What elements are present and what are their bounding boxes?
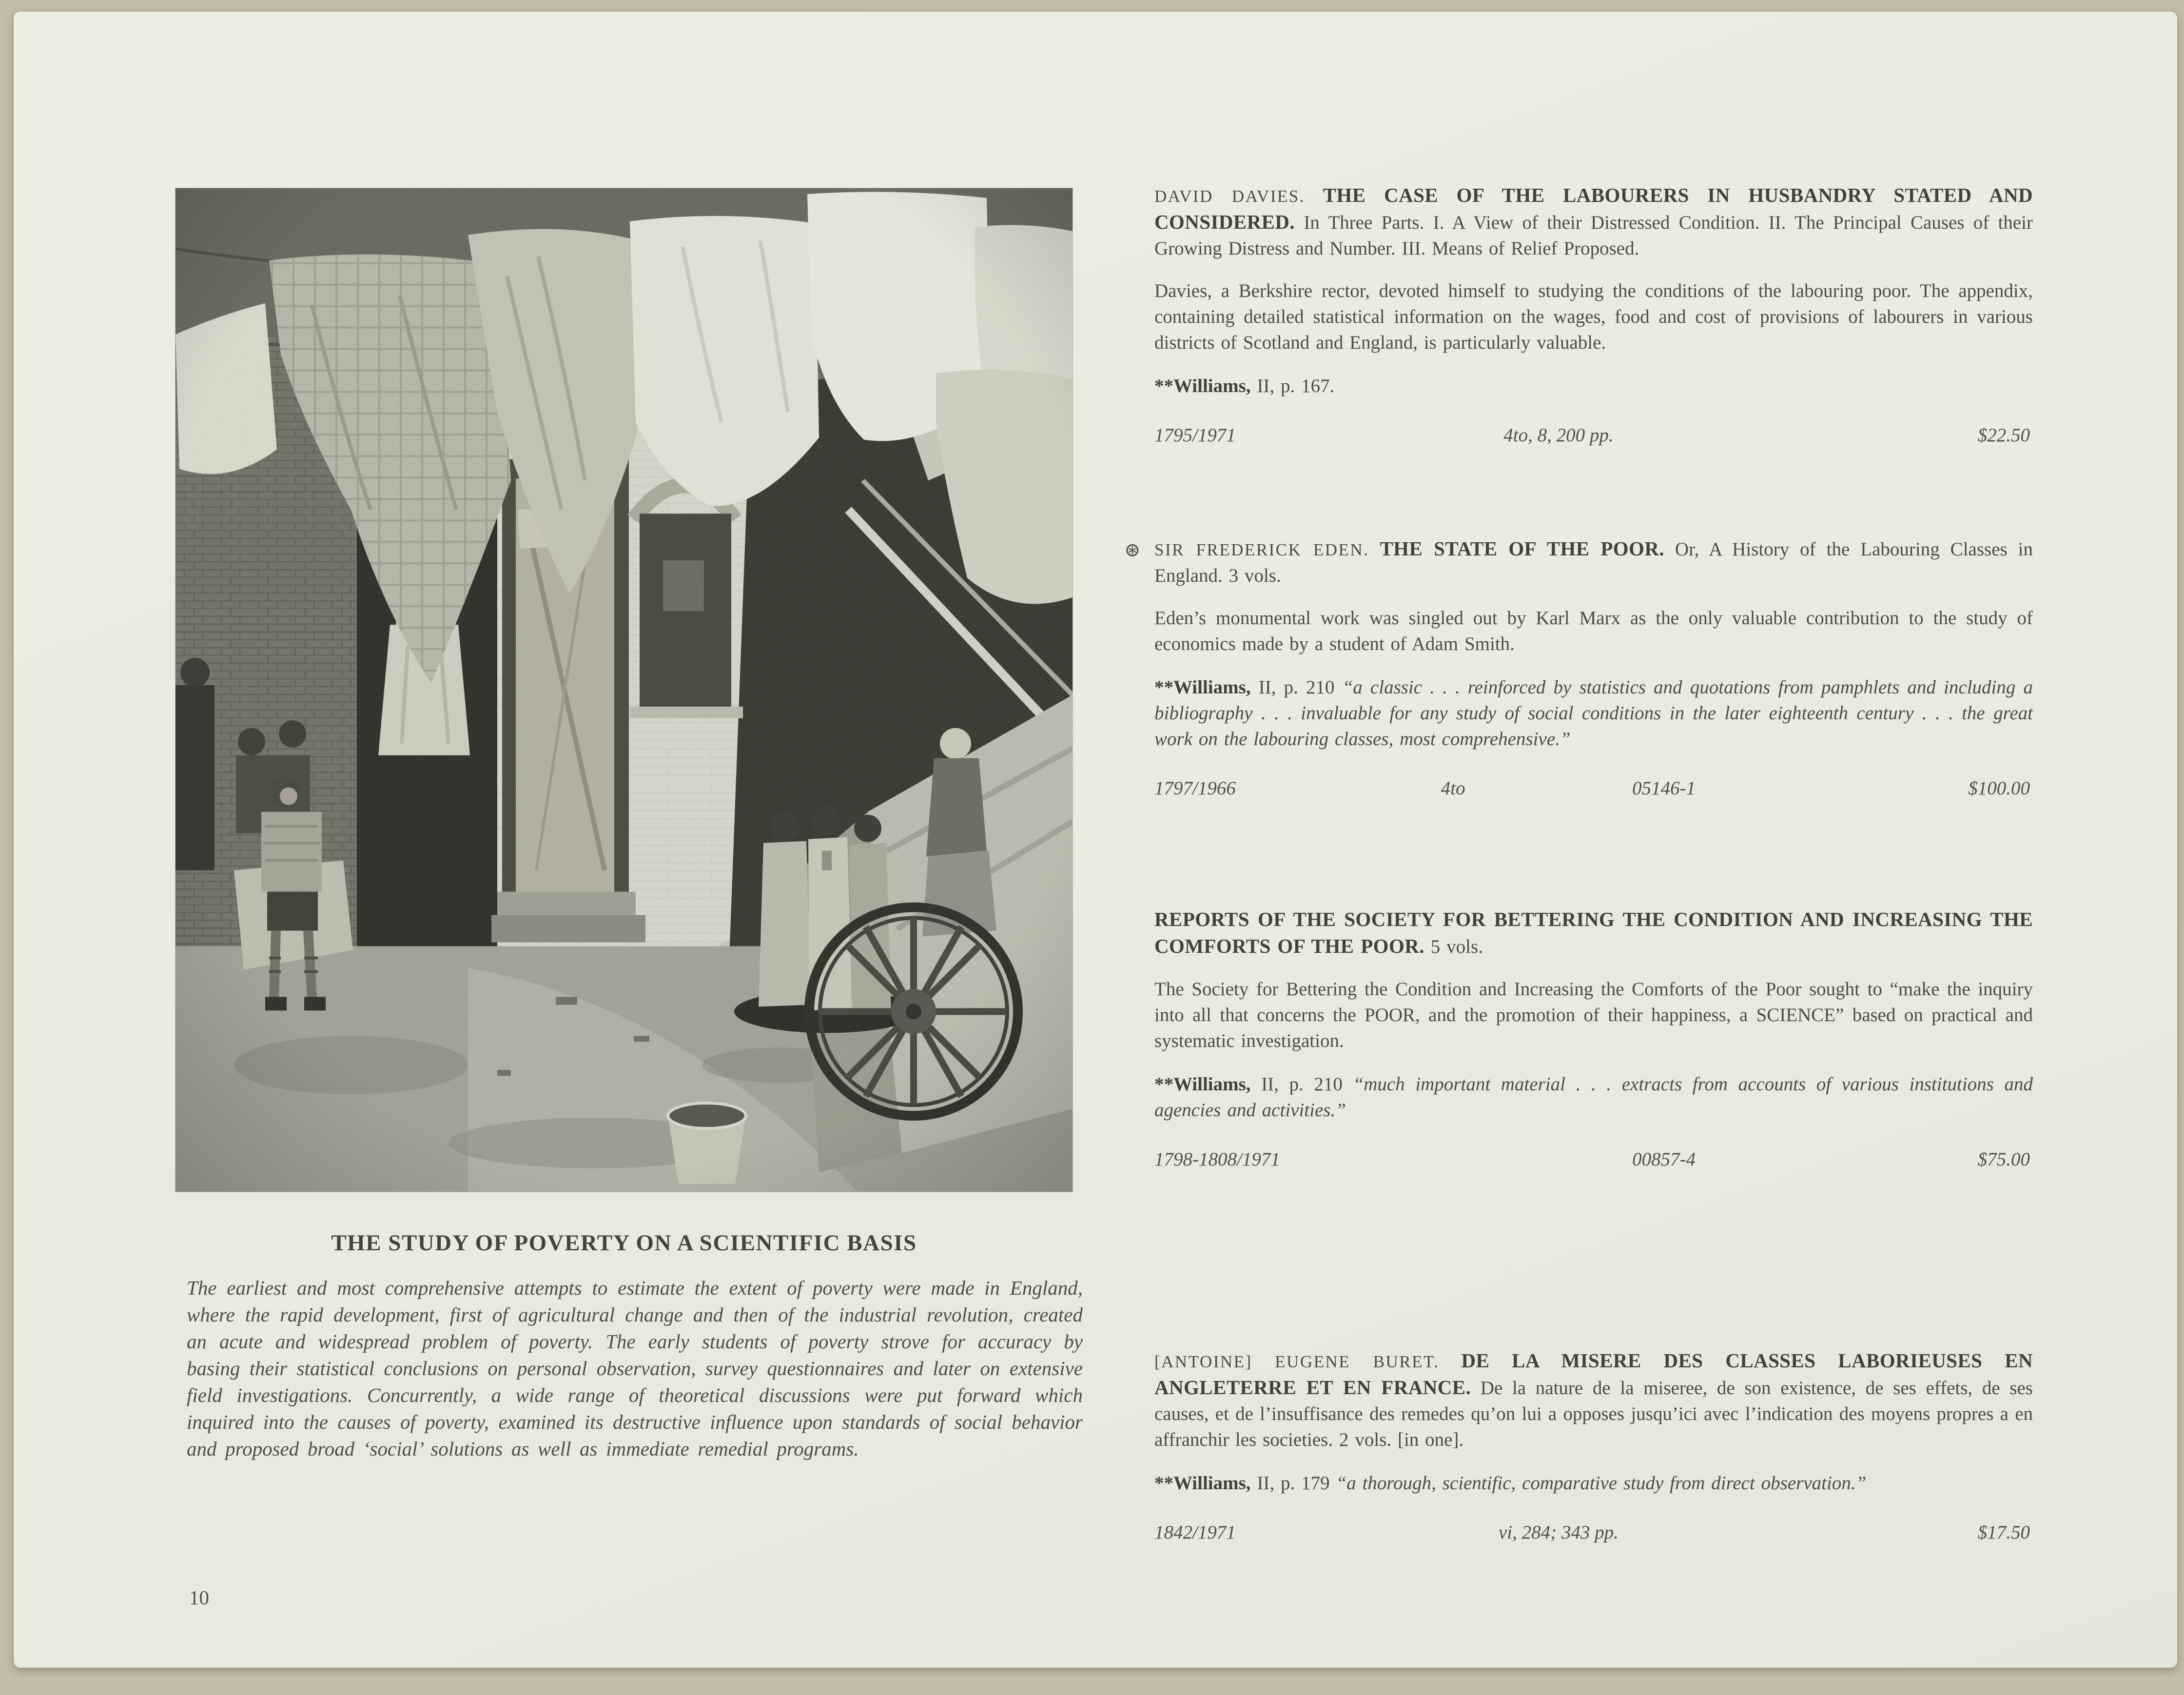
section-heading: THE STUDY OF POVERTY ON A SCIENTIFIC BASIS bbox=[331, 1230, 917, 1256]
catalog-entry bbox=[1124, 536, 2033, 805]
entry-imprint-row bbox=[1154, 424, 2033, 452]
entry-citation bbox=[1154, 1071, 2033, 1123]
entry-title: THE CASE OF THE LABOURERS IN HUSBANDRY STATED AND CONSIDERED. bbox=[1154, 184, 2033, 233]
imprint-collation: vi, 284; 343 pp. bbox=[1498, 1522, 1618, 1543]
entry-subtitle: De la nature de la miseree, de son existence, de ses effets, de ses causes, et de l’insuffisance des remedes qu’on lui a opposes jusqu’ici avec l’indication des moyens propres a en affranchir les societies. 2 vols. [in one]. bbox=[1154, 1378, 2033, 1450]
citation-reference-bold: **Williams, bbox=[1154, 677, 1251, 698]
starred-item-icon: ⊛ bbox=[1124, 539, 1141, 561]
entry-title: DE LA MISERE DES CLASSES LABORIEUSES EN ANGLETERRE ET EN FRANCE. bbox=[1154, 1349, 2033, 1399]
imprint-serial: 05146-1 bbox=[1632, 778, 1696, 799]
entry-heading bbox=[1124, 536, 2033, 589]
imprint-price: $17.50 bbox=[1977, 1522, 2030, 1543]
entry-heading bbox=[1154, 1348, 2033, 1453]
entry-title: THE STATE OF THE POOR. bbox=[1380, 537, 1665, 560]
entry-author: SIR FREDERICK EDEN. bbox=[1154, 540, 1369, 559]
imprint-price: $22.50 bbox=[1977, 425, 2030, 446]
entry-note: Davies, a Berkshire rector, devoted himself to studying the conditions of the labouring poor. The appendix, containing detailed statistical information on the wages, food and cost of provisions of labourers in various districts of Scotland and England, is particularly valuable. bbox=[1154, 280, 2033, 353]
entry-subtitle: 5 vols. bbox=[1430, 936, 1483, 957]
entry-citation bbox=[1154, 674, 2033, 752]
entry-heading bbox=[1154, 907, 2033, 960]
entry-imprint-row bbox=[1154, 1148, 2033, 1176]
citation-quote: “much important material . . . extracts from accounts of various institutions and agencies and activities.” bbox=[1154, 1074, 2033, 1121]
imprint-date: 1797/1966 bbox=[1154, 778, 1236, 799]
catalog-entry bbox=[1154, 182, 2033, 452]
imprint-date: 1795/1971 bbox=[1154, 425, 1236, 446]
citation-quote: “a classic . . . reinforced by statistics and quotations from pamphlets and including a bibliography . . . invaluable for any study of social conditions in the later eighteenth century . . . the great work on the labouring classes, most comprehensive.” bbox=[1154, 677, 2033, 749]
imprint-date: 1842/1971 bbox=[1154, 1522, 1236, 1543]
entry-author: [ANTOINE] EUGENE BURET. bbox=[1154, 1352, 1440, 1371]
citation-reference-bold: **Williams, bbox=[1154, 1473, 1251, 1494]
citation-reference-bold: **Williams, bbox=[1154, 1074, 1251, 1095]
citation-reference: II, p. 210 bbox=[1261, 1074, 1343, 1095]
imprint-serial: 00857-4 bbox=[1632, 1149, 1696, 1170]
entry-imprint-row bbox=[1154, 777, 2033, 805]
entry-citation bbox=[1154, 1470, 2033, 1496]
entry-subtitle: Or, A History of the Labouring Classes in England. 3 vols. bbox=[1154, 539, 2033, 586]
imprint-price: $75.00 bbox=[1977, 1149, 2030, 1170]
tenement-courtyard-photo bbox=[176, 188, 1072, 1192]
imprint-collation: 4to bbox=[1441, 778, 1465, 799]
imprint-collation: 4to, 8, 200 pp. bbox=[1503, 425, 1614, 446]
photo-illustration bbox=[176, 188, 1072, 1192]
citation-reference: II, p. 179 bbox=[1257, 1473, 1330, 1494]
citation-reference-bold: **Williams, bbox=[1154, 375, 1251, 396]
imprint-date: 1798-1808/1971 bbox=[1154, 1149, 1280, 1170]
entry-subtitle: In Three Parts. I. A View of their Distressed Condition. II. The Principal Causes of their Growing Distress and Number. III. Means of Relief Proposed. bbox=[1154, 212, 2033, 259]
citation-reference: II, p. 210 bbox=[1258, 677, 1335, 698]
entry-author: DAVID DAVIES. bbox=[1154, 187, 1305, 206]
page-number: 10 bbox=[189, 1586, 209, 1609]
entry-heading bbox=[1154, 182, 2033, 261]
catalog-entry bbox=[1154, 1348, 2033, 1549]
entry-note: The Society for Bettering the Condition and Increasing the Comforts of the Poor sought to “make the inquiry into all that concerns the POOR, and the promotion of their happiness, a SCIENCE” based on practical and systematic investigation. bbox=[1154, 979, 2033, 1051]
section-intro-paragraph: The earliest and most comprehensive attempts to estimate the extent of poverty were made in England, where the rapid development, first of agricultural change and then of the industrial revolution, created an acute and widespread problem of poverty. The early students of poverty strove for accuracy by basing their statistical conclusions on personal observation, survey questionnaires and later on extensive field investigations. Concurrently, a wide range of theoretical discussions were put forward which inquired into the causes of poverty, examined its destructive influence upon standards of social behavior and proposed broad ‘social’ solutions as well as immediate remedial programs. bbox=[187, 1277, 1083, 1460]
entry-note: Eden’s monumental work was singled out by Karl Marx as the only valuable contribution to the study of economics made by a student of Adam Smith. bbox=[1154, 608, 2033, 654]
imprint-price: $100.00 bbox=[1968, 778, 2030, 799]
entry-title: REPORTS OF THE SOCIETY FOR BETTERING THE CONDITION AND INCREASING THE COMFORTS OF THE POOR. bbox=[1154, 908, 2033, 957]
entry-imprint-row bbox=[1154, 1521, 2033, 1549]
catalog-entry bbox=[1154, 907, 2033, 1176]
catalog-page bbox=[14, 12, 2177, 1668]
citation-reference: II, p. 167. bbox=[1257, 375, 1335, 396]
entry-citation bbox=[1154, 373, 2033, 399]
citation-quote: “a thorough, scientific, comparative study from direct observation.” bbox=[1336, 1473, 1867, 1494]
